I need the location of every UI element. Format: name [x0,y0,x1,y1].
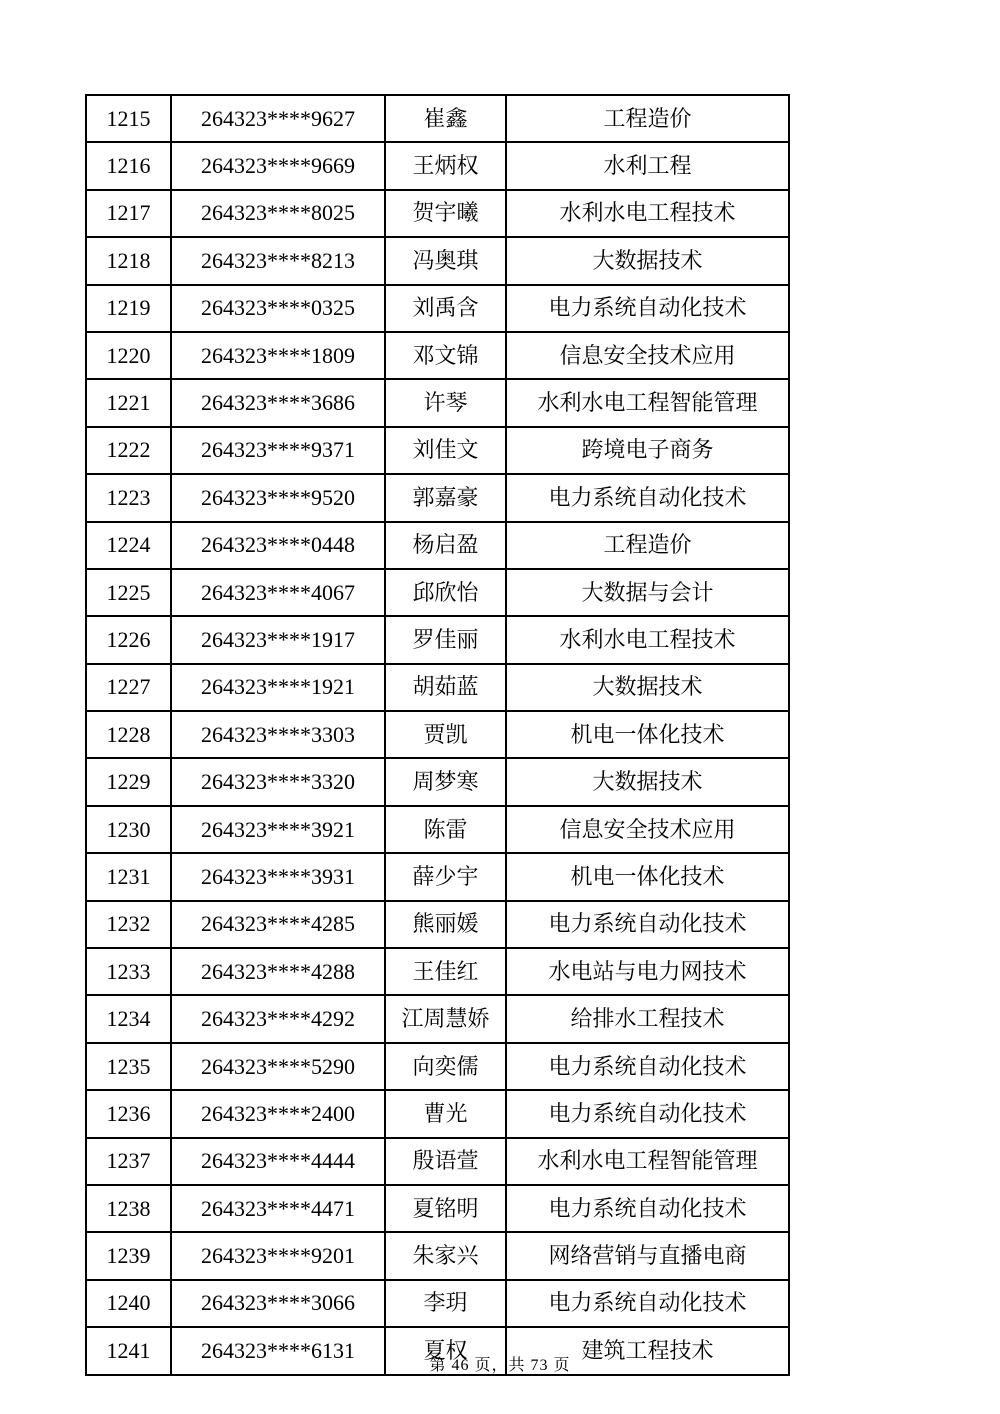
serial-number-cell: 1229 [86,758,171,805]
serial-number-cell: 1236 [86,1090,171,1137]
student-name-cell: 邓文锦 [385,332,506,379]
major-cell: 大数据技术 [506,237,789,284]
major-cell: 电力系统自动化技术 [506,901,789,948]
student-name-cell: 夏权 [385,1327,506,1374]
table-row [86,190,789,237]
student-name-cell: 邱欣怡 [385,569,506,616]
table-row [86,995,789,1042]
id-number-cell: 264323****1809 [171,332,385,379]
student-name-cell: 李玥 [385,1280,506,1327]
student-name-cell: 周梦寒 [385,758,506,805]
serial-number-cell: 1217 [86,190,171,237]
table-row [86,474,789,521]
major-cell: 机电一体化技术 [506,853,789,900]
serial-number-cell: 1240 [86,1280,171,1327]
student-name-cell: 夏铭明 [385,1185,506,1232]
id-number-cell: 264323****3931 [171,853,385,900]
id-number-cell: 264323****1917 [171,616,385,663]
major-cell: 电力系统自动化技术 [506,474,789,521]
student-name-cell: 崔鑫 [385,95,506,142]
student-name-cell: 杨启盈 [385,522,506,569]
table-row [86,948,789,995]
table-row [86,142,789,189]
student-name-cell: 王佳红 [385,948,506,995]
serial-number-cell: 1224 [86,522,171,569]
admission-roster-table [85,94,790,1376]
student-name-cell: 罗佳丽 [385,616,506,663]
major-cell: 工程造价 [506,95,789,142]
serial-number-cell: 1220 [86,332,171,379]
table-row [86,332,789,379]
serial-number-cell: 1216 [86,142,171,189]
serial-number-cell: 1237 [86,1138,171,1185]
major-cell: 水利工程 [506,142,789,189]
serial-number-cell: 1235 [86,1043,171,1090]
id-number-cell: 264323****4288 [171,948,385,995]
major-cell: 电力系统自动化技术 [506,1185,789,1232]
id-number-cell: 264323****1921 [171,664,385,711]
id-number-cell: 264323****9627 [171,95,385,142]
id-number-cell: 264323****0325 [171,285,385,332]
serial-number-cell: 1226 [86,616,171,663]
table-row [86,569,789,616]
table-row [86,853,789,900]
serial-number-cell: 1215 [86,95,171,142]
id-number-cell: 264323****5290 [171,1043,385,1090]
id-number-cell: 264323****0448 [171,522,385,569]
page-number-footer: 第 46 页，共 73 页 [429,1357,571,1374]
table-row [86,901,789,948]
id-number-cell: 264323****9201 [171,1232,385,1279]
student-name-cell: 郭嘉豪 [385,474,506,521]
id-number-cell: 264323****9669 [171,142,385,189]
major-cell: 大数据与会计 [506,569,789,616]
major-cell: 水利水电工程智能管理 [506,1138,789,1185]
major-cell: 水利水电工程技术 [506,190,789,237]
id-number-cell: 264323****3320 [171,758,385,805]
id-number-cell: 264323****8025 [171,190,385,237]
id-number-cell: 264323****3921 [171,806,385,853]
table-row [86,237,789,284]
major-cell: 电力系统自动化技术 [506,285,789,332]
table-row [86,711,789,758]
id-number-cell: 264323****4285 [171,901,385,948]
serial-number-cell: 1218 [86,237,171,284]
table-row [86,95,789,142]
id-number-cell: 264323****3686 [171,379,385,426]
serial-number-cell: 1238 [86,1185,171,1232]
serial-number-cell: 1239 [86,1232,171,1279]
id-number-cell: 264323****2400 [171,1090,385,1137]
table-row [86,522,789,569]
table-row [86,664,789,711]
major-cell: 大数据技术 [506,664,789,711]
major-cell: 给排水工程技术 [506,995,789,1042]
id-number-cell: 264323****8213 [171,237,385,284]
student-name-cell: 殷语萱 [385,1138,506,1185]
serial-number-cell: 1234 [86,995,171,1042]
table-row [86,379,789,426]
serial-number-cell: 1228 [86,711,171,758]
serial-number-cell: 1232 [86,901,171,948]
table-row [86,427,789,474]
table-row [86,1138,789,1185]
student-name-cell: 朱家兴 [385,1232,506,1279]
major-cell: 信息安全技术应用 [506,806,789,853]
table-row [86,1232,789,1279]
major-cell: 建筑工程技术 [506,1327,789,1374]
student-name-cell: 王炳权 [385,142,506,189]
major-cell: 水电站与电力网技术 [506,948,789,995]
student-name-cell: 曹光 [385,1090,506,1137]
serial-number-cell: 1219 [86,285,171,332]
student-name-cell: 刘佳文 [385,427,506,474]
major-cell: 水利水电工程智能管理 [506,379,789,426]
id-number-cell: 264323****9520 [171,474,385,521]
roster-table-body [86,95,789,1375]
serial-number-cell: 1231 [86,853,171,900]
student-name-cell: 江周慧娇 [385,995,506,1042]
student-name-cell: 熊丽媛 [385,901,506,948]
major-cell: 工程造价 [506,522,789,569]
major-cell: 水利水电工程技术 [506,616,789,663]
student-name-cell: 贺宇曦 [385,190,506,237]
student-name-cell: 向奕儒 [385,1043,506,1090]
table-row [86,285,789,332]
major-cell: 信息安全技术应用 [506,332,789,379]
major-cell: 电力系统自动化技术 [506,1090,789,1137]
serial-number-cell: 1241 [86,1327,171,1374]
serial-number-cell: 1225 [86,569,171,616]
serial-number-cell: 1221 [86,379,171,426]
major-cell: 电力系统自动化技术 [506,1280,789,1327]
id-number-cell: 264323****3303 [171,711,385,758]
id-number-cell: 264323****9371 [171,427,385,474]
major-cell: 电力系统自动化技术 [506,1043,789,1090]
id-number-cell: 264323****6131 [171,1327,385,1374]
student-name-cell: 冯奥琪 [385,237,506,284]
major-cell: 跨境电子商务 [506,427,789,474]
serial-number-cell: 1233 [86,948,171,995]
serial-number-cell: 1222 [86,427,171,474]
id-number-cell: 264323****4292 [171,995,385,1042]
student-name-cell: 许琴 [385,379,506,426]
student-name-cell: 薛少宇 [385,853,506,900]
serial-number-cell: 1227 [86,664,171,711]
student-name-cell: 陈雷 [385,806,506,853]
student-name-cell: 刘禹含 [385,285,506,332]
major-cell: 网络营销与直播电商 [506,1232,789,1279]
major-cell: 大数据技术 [506,758,789,805]
table-row [86,1185,789,1232]
serial-number-cell: 1223 [86,474,171,521]
id-number-cell: 264323****4471 [171,1185,385,1232]
table-row [86,616,789,663]
table-row [86,1090,789,1137]
table-row [86,758,789,805]
table-row [86,1043,789,1090]
id-number-cell: 264323****4067 [171,569,385,616]
major-cell: 机电一体化技术 [506,711,789,758]
id-number-cell: 264323****3066 [171,1280,385,1327]
student-name-cell: 贾凯 [385,711,506,758]
student-name-cell: 胡茹蓝 [385,664,506,711]
table-row [86,1280,789,1327]
table-row [86,806,789,853]
id-number-cell: 264323****4444 [171,1138,385,1185]
serial-number-cell: 1230 [86,806,171,853]
